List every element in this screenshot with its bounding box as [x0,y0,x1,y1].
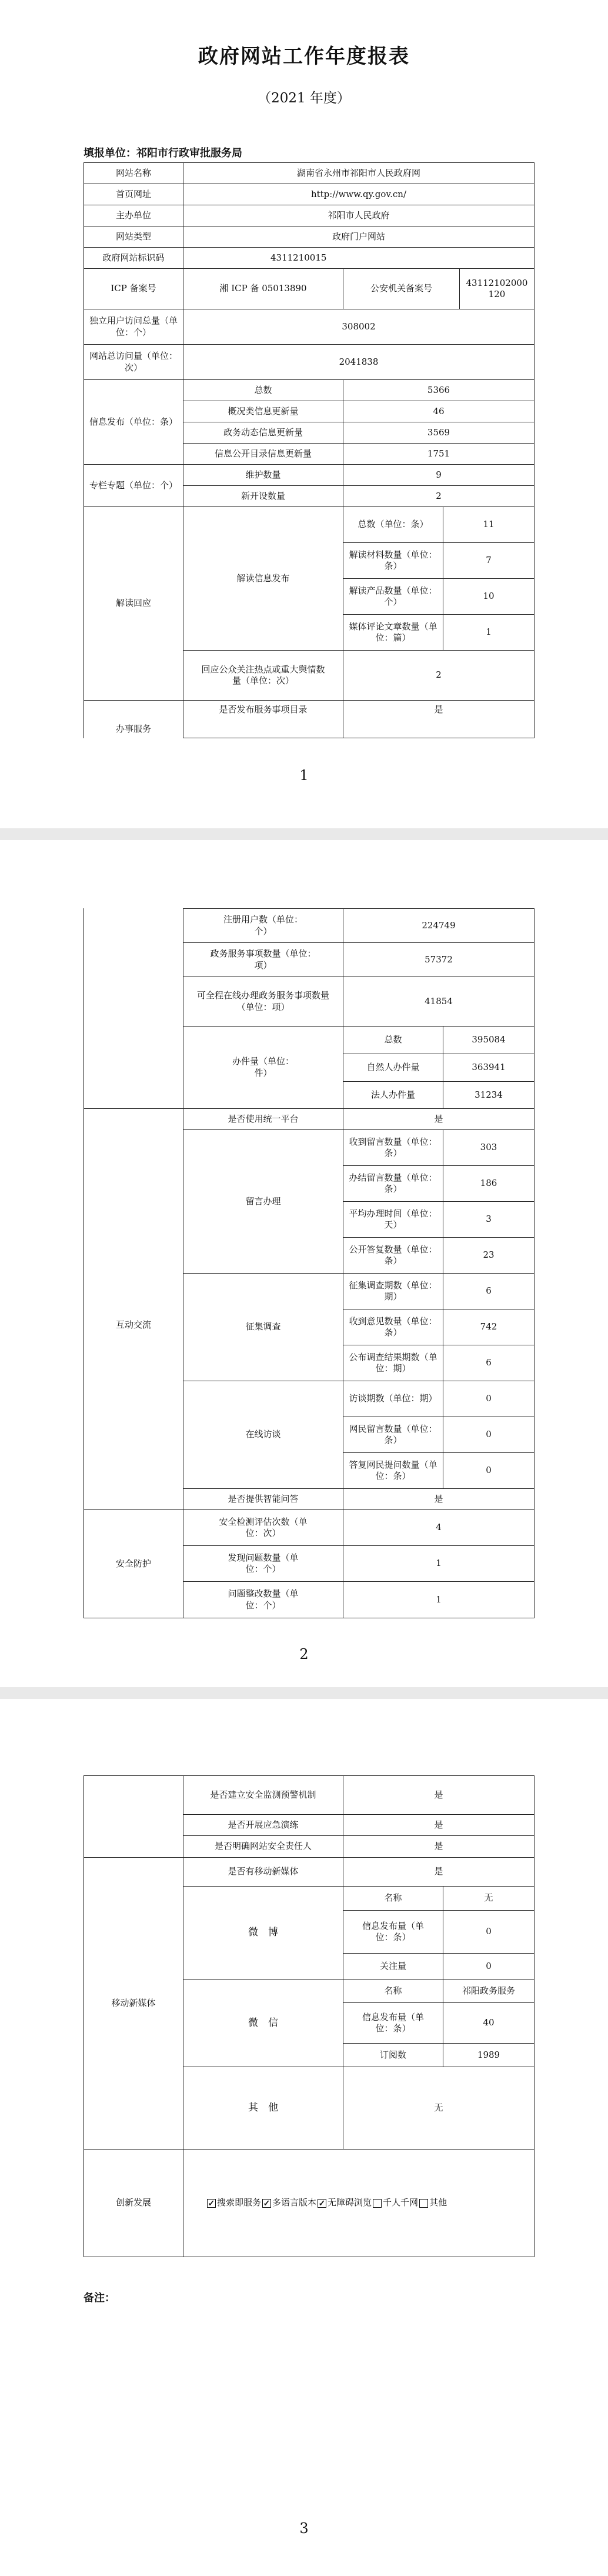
option-search-service[interactable]: ✓ 搜索即服务 [208,2197,262,2208]
page-number: 2 [299,1646,309,1662]
value-interp-product: 10 [443,578,534,615]
label-result-pub: 公布调查结果期数（单位：期） [343,1345,443,1381]
label-innovation: 创新发展 [83,2149,183,2257]
page-1 [0,0,608,828]
report-title: 政府网站工作年度报表 [198,45,410,68]
label-interaction: 互动交流 [83,1108,183,1542]
label-wechat-subs: 订阅数 [343,2043,443,2067]
checkbox-icon[interactable] [419,2199,428,2208]
value-catalog: 1751 [343,443,534,465]
label-wechat-posts: 信息发布量（单位：条） [343,2002,443,2044]
value-weibo-posts: 0 [443,1910,534,1954]
value-dynamic: 3569 [343,422,534,444]
label-opinion: 收到意见数量（单位：条） [343,1309,443,1345]
label-info-total: 总数 [183,379,343,401]
value-site-code: 4311210015 [183,247,534,269]
value-pv: 2041838 [183,344,534,380]
fill-unit: 填报单位：祁阳市行政审批服务局 [83,147,242,159]
value-site-type: 政府门户网站 [183,226,534,248]
page-2 [0,840,608,1687]
label-drill: 是否开展应急演练 [183,1814,343,1836]
label-reg-users: 注册用户数（单位：个） [183,908,343,943]
label-sponsor: 主办单位 [83,205,183,226]
label-maint: 维护数量 [183,464,343,486]
value-sec-eval: 4 [343,1509,534,1546]
remarks-label: 备注： [83,2292,115,2304]
label-overview: 概况类信息更新量 [183,401,343,422]
value-reg-users: 224749 [343,908,534,943]
value-result-pub: 6 [443,1345,534,1381]
value-netizen-q: 0 [443,1417,534,1453]
value-police: 43112102000120 [459,268,534,309]
value-sponsor: 祁阳市人民政府 [183,205,534,226]
value-avg-time: 3 [443,1201,534,1238]
label-fixed: 问题整改数量（单位：个） [183,1581,343,1618]
label-interp-product: 解读产品数量（单位：个） [343,578,443,615]
label-info-pub: 信息发布（单位：条） [83,379,183,465]
label-online-items: 可全程在线办理政务服务事项数量（单位：项） [183,977,343,1027]
label-site-name: 网站名称 [83,162,183,184]
label-sec-eval: 安全检测评估次数（单位：次） [183,1509,343,1546]
label-newcol: 新开设数量 [183,485,343,507]
label-new-media: 移动新媒体 [83,1857,183,2150]
label-wechat-name: 名称 [343,1979,443,2003]
label-column: 专栏专题（单位：个） [83,464,183,507]
label-uv: 独立用户访问总量（单位：个） [83,309,183,345]
value-issues: 1 [343,1545,534,1582]
value-drill: 是 [343,1814,534,1836]
label-unified: 是否使用统一平台 [183,1108,343,1130]
label-msg-recv: 收到留言数量（单位：条） [343,1129,443,1166]
security-continued-cell [83,1775,183,1858]
value-owner: 是 [343,1835,534,1858]
label-interp-total: 总数（单位：条） [343,506,443,543]
label-weibo: 微 博 [183,1886,343,1980]
value-site-name: 湖南省永州市祁阳市人民政府网 [183,162,534,184]
label-issues: 发现问题数量（单位：个） [183,1545,343,1582]
innovation-options [183,2149,534,2257]
checkbox-icon[interactable]: ✓ [208,2198,215,2208]
label-wechat: 微 信 [183,1979,343,2067]
checkbox-icon[interactable]: ✓ [318,2198,326,2208]
value-msg-recv: 303 [443,1129,534,1166]
checkbox-icon[interactable]: ✓ [263,2198,270,2208]
label-icp: ICP 备案号 [83,268,183,309]
value-home-url: http://www.qy.gov.cn/ [183,184,534,205]
label-reply-pub: 公开答复数量（单位：条） [343,1237,443,1274]
value-legal: 31234 [443,1081,534,1109]
label-interp-material: 解读材料数量（单位：条） [343,542,443,579]
label-home-url: 首页网址 [83,184,183,205]
label-cases: 办件量（单位：件） [183,1026,343,1109]
option-other[interactable]: 其他 [419,2197,447,2209]
value-wechat-name: 祁阳政务服务 [443,1979,534,2003]
option-personalized[interactable]: 千人千网 [373,2197,418,2209]
value-case-total: 395084 [443,1026,534,1054]
value-info-total: 5366 [343,379,534,401]
value-unified: 是 [343,1108,534,1130]
label-pv: 网站总访问量（单位：次） [83,344,183,380]
label-site-code: 政府网站标识码 [83,247,183,269]
label-dynamic: 政务动态信息更新量 [183,422,343,444]
label-msg: 留言办理 [183,1129,343,1274]
value-hotspot: 2 [343,650,534,701]
value-other: 无 [343,2067,534,2150]
label-netizen-q: 网民留言数量（单位：条） [343,1417,443,1453]
value-answered: 0 [443,1452,534,1489]
value-icp: 湘 ICP 备 05013890 [183,268,343,309]
label-legal: 法人办件量 [343,1081,443,1109]
value-talk-cnt: 0 [443,1381,534,1417]
report-year: （2021 年度） [258,91,350,106]
label-answered: 答复网民提问数量（单位：条） [343,1452,443,1489]
label-interp: 解读回应 [83,506,183,701]
value-has-media: 是 [343,1857,534,1887]
label-avg-time: 平均办理时间（单位：天） [343,1201,443,1238]
value-survey-cnt: 6 [443,1273,534,1309]
label-owner: 是否明确网站安全责任人 [183,1835,343,1858]
service-continued-cell [83,908,183,1109]
value-overview: 46 [343,401,534,422]
label-interp-pub: 解读信息发布 [183,506,343,651]
label-police: 公安机关备案号 [343,268,460,309]
label-weibo-name: 名称 [343,1886,443,1911]
value-maint: 9 [343,464,534,486]
page-number: 3 [299,2520,309,2537]
label-hotspot: 回应公众关注热点或重大舆情数量（单位：次） [183,650,343,701]
label-online-talk: 在线访谈 [183,1381,343,1489]
value-reply-pub: 23 [443,1237,534,1274]
label-other: 其 他 [183,2067,343,2150]
label-survey: 征集调查 [183,1273,343,1381]
checkbox-icon[interactable] [373,2199,382,2208]
value-newcol: 2 [343,485,534,507]
value-weibo-followers: 0 [443,1953,534,1980]
page-3 [0,1699,608,2576]
label-site-type: 网站类型 [83,226,183,248]
label-svc-items: 政务服务事项数量（单位：项） [183,942,343,977]
value-uv: 308002 [183,309,534,345]
option-accessibility[interactable]: ✓ 无障碍浏览 [318,2197,372,2208]
label-has-media: 是否有移动新媒体 [183,1857,343,1887]
label-survey-cnt: 征集调查期数（单位：期） [343,1273,443,1309]
label-media-comment: 媒体评论文章数量（单位：篇） [343,614,443,651]
value-opinion: 742 [443,1309,534,1345]
label-catalog: 信息公开目录信息更新量 [183,443,343,465]
value-natural: 363941 [443,1054,534,1082]
label-smart-qa: 是否提供智能问答 [183,1488,343,1510]
value-monitor: 是 [343,1775,534,1815]
label-monitor: 是否建立安全监测预警机制 [183,1775,343,1815]
label-weibo-posts: 信息发布量（单位：条） [343,1910,443,1954]
label-msg-done: 办结留言数量（单位：条） [343,1165,443,1202]
value-weibo-name: 无 [443,1886,534,1911]
value-msg-done: 186 [443,1165,534,1202]
value-item-catalog: 是 [343,700,534,738]
value-wechat-subs: 1989 [443,2043,534,2067]
value-fixed: 1 [343,1581,534,1618]
value-svc-items: 57372 [343,942,534,977]
label-talk-cnt: 访谈期数（单位：期） [343,1381,443,1417]
value-interp-material: 7 [443,542,534,579]
value-interp-total: 11 [443,506,534,543]
label-natural: 自然人办件量 [343,1054,443,1082]
value-wechat-posts: 40 [443,2002,534,2044]
label-security: 安全防护 [83,1509,183,1618]
label-case-total: 总数 [343,1026,443,1054]
value-online-items: 41854 [343,977,534,1027]
value-media-comment: 1 [443,614,534,651]
label-service: 办事服务 [83,700,183,738]
label-item-catalog: 是否发布服务事项目录 [183,700,343,738]
page-number: 1 [299,767,309,784]
value-smart-qa: 是 [343,1488,534,1510]
option-multilingual[interactable]: ✓ 多语言版本 [263,2197,317,2208]
label-weibo-followers: 关注量 [343,1953,443,1980]
